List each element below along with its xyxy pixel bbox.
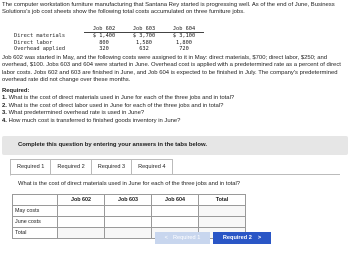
cell: 320 (99, 45, 109, 52)
answer-input[interactable] (105, 206, 152, 217)
answer-input[interactable] (105, 217, 152, 228)
cell: 1,580 (136, 39, 152, 46)
row-label: Total (13, 228, 58, 239)
cell: 720 (179, 45, 189, 52)
row-label: Overhead applied (14, 45, 66, 52)
instruction-text: Complete this question by entering your answers in the tabs below. (18, 142, 207, 148)
col-header: Job 604 (172, 26, 196, 32)
tab-required-2[interactable]: Required 2 (50, 159, 90, 175)
required-item-4: 4. How much cost is transferred to finished goods inventory in June? (2, 117, 181, 124)
tab-required-4[interactable]: Required 4 (131, 159, 172, 175)
job-cost-table (14, 26, 204, 52)
col-header: Total (199, 195, 246, 206)
instruction-panel (2, 136, 348, 155)
answer-input[interactable] (152, 206, 199, 217)
col-header (13, 195, 58, 206)
tab-required-3[interactable]: Required 3 (91, 159, 131, 175)
row-label: Direct materials (14, 33, 66, 40)
row-label: June costs (13, 217, 58, 228)
cell: 800 (99, 39, 109, 46)
answer-input[interactable] (58, 228, 105, 239)
prev-button[interactable]: < Required 1 (155, 232, 210, 244)
next-button[interactable]: Required 2 > (213, 232, 271, 244)
answer-input[interactable] (58, 206, 105, 217)
cell: $ 3,100 (164, 33, 204, 40)
intro-text: The computer workstation furniture manufacturing that Santana Rey started is progressing well. As of the end of June, Business Solutions's job cost sheets show the following total costs accumulated on three furniture jobs. (2, 2, 335, 16)
tab-divider (10, 174, 340, 175)
chevron-left-icon: < (164, 235, 168, 241)
question-text: What is the cost of direct materials used in June for each of the three jobs and in total? (18, 181, 241, 187)
answer-table (12, 194, 246, 239)
answer-input[interactable] (199, 206, 246, 217)
tab-required-1[interactable]: Required 1 (10, 159, 50, 176)
required-item-3: 3. What predetermined overhead rate is used in June? (2, 110, 145, 117)
col-header: Job 603 (132, 26, 156, 32)
cell: 632 (139, 45, 149, 52)
required-item-2: 2. What is the cost of direct labor used in June for each of the three jobs and in total? (2, 102, 224, 109)
answer-input[interactable] (199, 217, 246, 228)
cell: $ 3,700 (124, 33, 164, 40)
chevron-right-icon: > (257, 235, 262, 241)
answer-input[interactable] (58, 217, 105, 228)
row-label: May costs (13, 206, 58, 217)
col-header: Job 603 (105, 195, 152, 206)
cell: 1,800 (176, 39, 192, 46)
answer-input[interactable] (152, 217, 199, 228)
col-header: Job 604 (152, 195, 199, 206)
col-header: Job 602 (58, 195, 105, 206)
problem-paragraph: Job 602 was started in May, and the following costs were assigned to it in May: direct materials, $700; direct labor, $250; and overhead, $100. Jobs 603 and 604 were started in June. Overhead cost is applied with a predetermined rate as a percent of direct labor costs. Jobs 602 and 603 are finished in June, and Job 604 is expected to be finished in July. The company's predetermined overhead rate did not change over these months. (2, 55, 341, 84)
col-header: Job 602 (92, 26, 116, 32)
required-item-1: 1. What is the cost of direct materials used in June for each of the three jobs and in total? (2, 95, 235, 102)
row-label: Direct labor (14, 39, 53, 46)
answer-input[interactable] (105, 228, 152, 239)
cell: $ 1,400 (84, 33, 124, 40)
required-heading: Required: (2, 88, 30, 94)
required-section (2, 88, 348, 125)
